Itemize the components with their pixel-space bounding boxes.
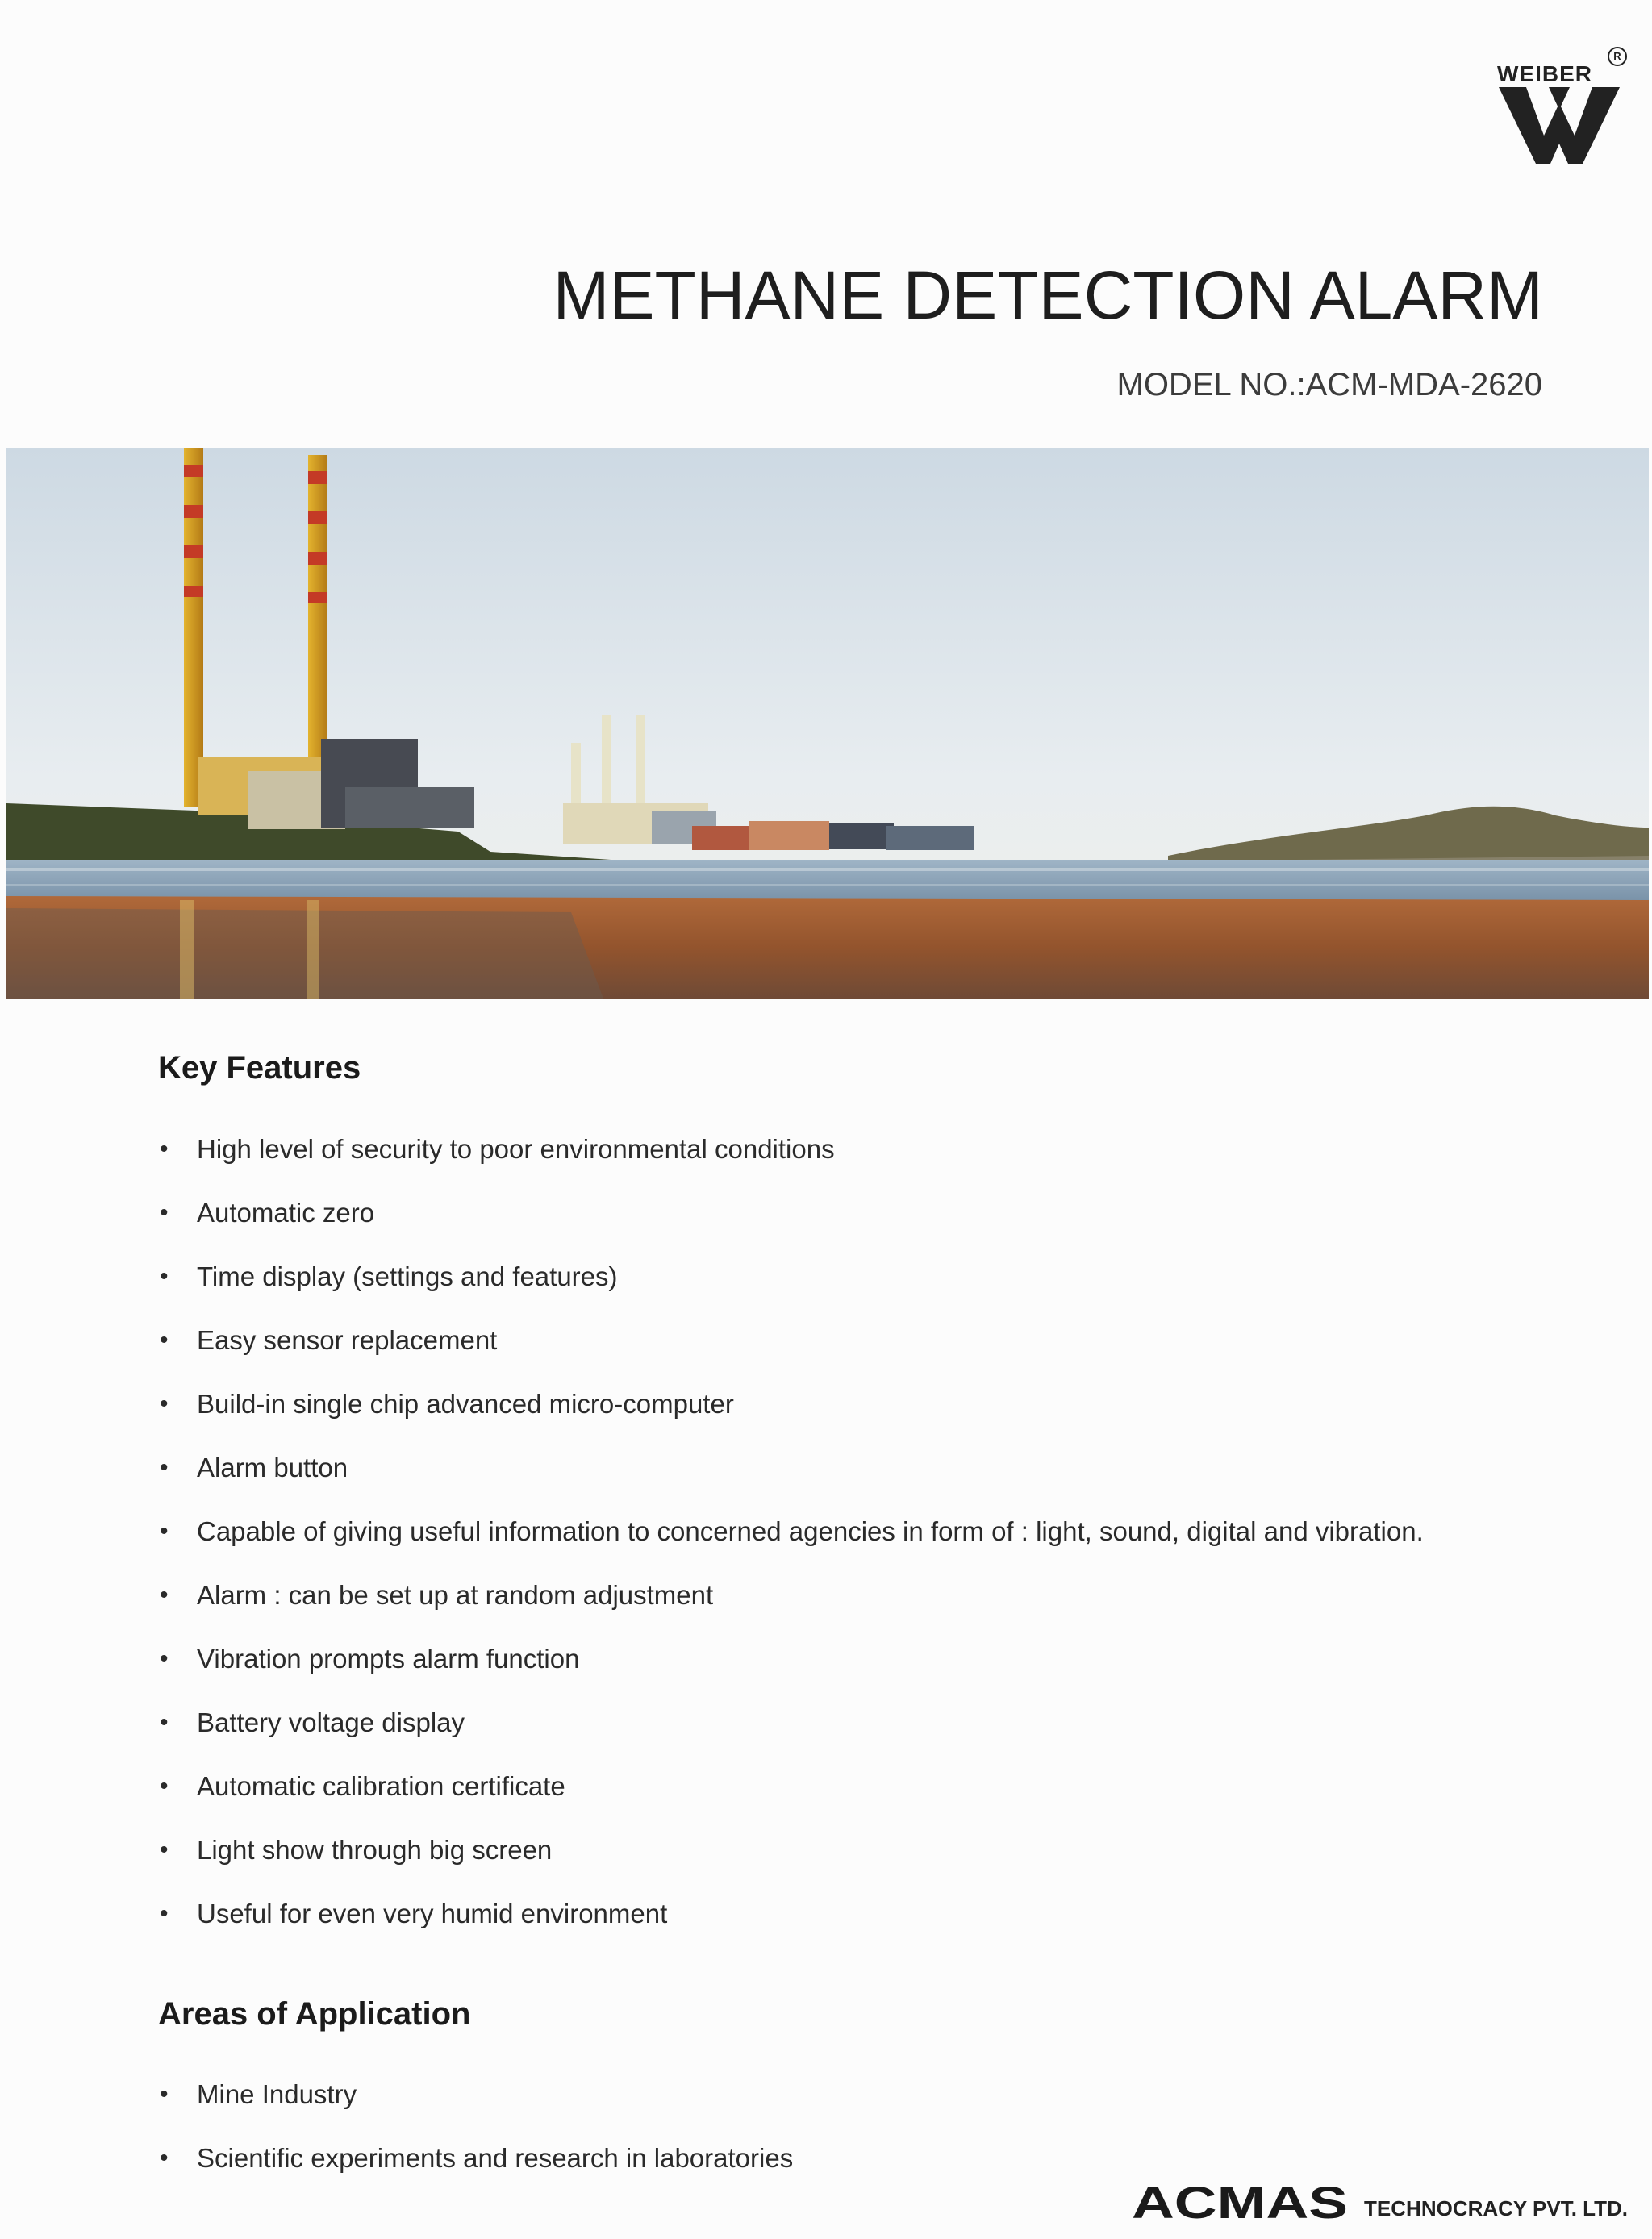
list-item: • Alarm : can be set up at random adjustment — [160, 1580, 714, 1610]
logo-wordmark: WEIBER — [1497, 61, 1592, 86]
company-suffix: TECHNOCRACY PVT. LTD. — [1364, 2196, 1628, 2220]
list-item: • Build-in single chip advanced micro-computer — [160, 1389, 734, 1419]
list-item: • Vibration prompts alarm function — [160, 1644, 580, 1674]
bullet-icon: • — [160, 2145, 169, 2171]
acmas-logo — [1132, 2181, 1350, 2223]
bullet-icon: • — [160, 1645, 169, 1672]
bullet-icon: • — [160, 1327, 169, 1353]
bullet-icon: • — [160, 1709, 169, 1736]
list-item: • Automatic zero — [160, 1198, 375, 1228]
list-item: • Mine Industry — [160, 2079, 357, 2109]
registered-mark: R — [1608, 47, 1627, 66]
key-features-list — [158, 1133, 1424, 1962]
list-item: • Automatic calibration certificate — [160, 1771, 565, 1801]
svg-text:ACMAS: ACMAS — [1132, 2181, 1349, 2223]
list-item: • Easy sensor replacement — [160, 1325, 498, 1355]
list-item: • Light show through big screen — [160, 1835, 553, 1865]
bullet-icon: • — [160, 1391, 169, 1417]
list-item: • Scientific experiments and research in laboratories — [160, 2143, 794, 2173]
list-item: • High level of security to poor environmental conditions — [160, 1134, 835, 1164]
bullet-icon: • — [160, 1263, 169, 1290]
list-item: • Battery voltage display — [160, 1707, 465, 1737]
power-station-landscape-image — [6, 448, 1649, 999]
bullet-icon: • — [160, 1454, 169, 1481]
list-item: • Alarm button — [160, 1453, 348, 1482]
weiber-w-icon — [1499, 87, 1620, 164]
bullet-icon: • — [160, 1136, 169, 1162]
bullet-icon: • — [160, 1518, 169, 1545]
bullet-icon: • — [160, 2081, 169, 2108]
footer-company — [1132, 2174, 1628, 2223]
bullet-icon: • — [160, 1582, 169, 1608]
key-features-heading: Key Features — [158, 1050, 361, 1086]
list-item: • Useful for even very humid environment — [160, 1899, 668, 1928]
bullet-icon: • — [160, 1773, 169, 1799]
bullet-icon: • — [160, 1900, 169, 1927]
model-number: MODEL NO.:ACM-MDA-2620 — [1116, 367, 1542, 402]
bullet-icon: • — [160, 1199, 169, 1226]
bullet-icon: • — [160, 1837, 169, 1863]
list-item: • Time display (settings and features) — [160, 1261, 618, 1291]
applications-heading: Areas of Application — [158, 1996, 471, 2032]
applications-list — [158, 2078, 793, 2206]
list-item: • Capable of giving useful information to concerned agencies in form of : light, sound, digital and vibration. — [160, 1516, 1424, 1546]
page-title: METHANE DETECTION ALARM — [553, 257, 1543, 333]
